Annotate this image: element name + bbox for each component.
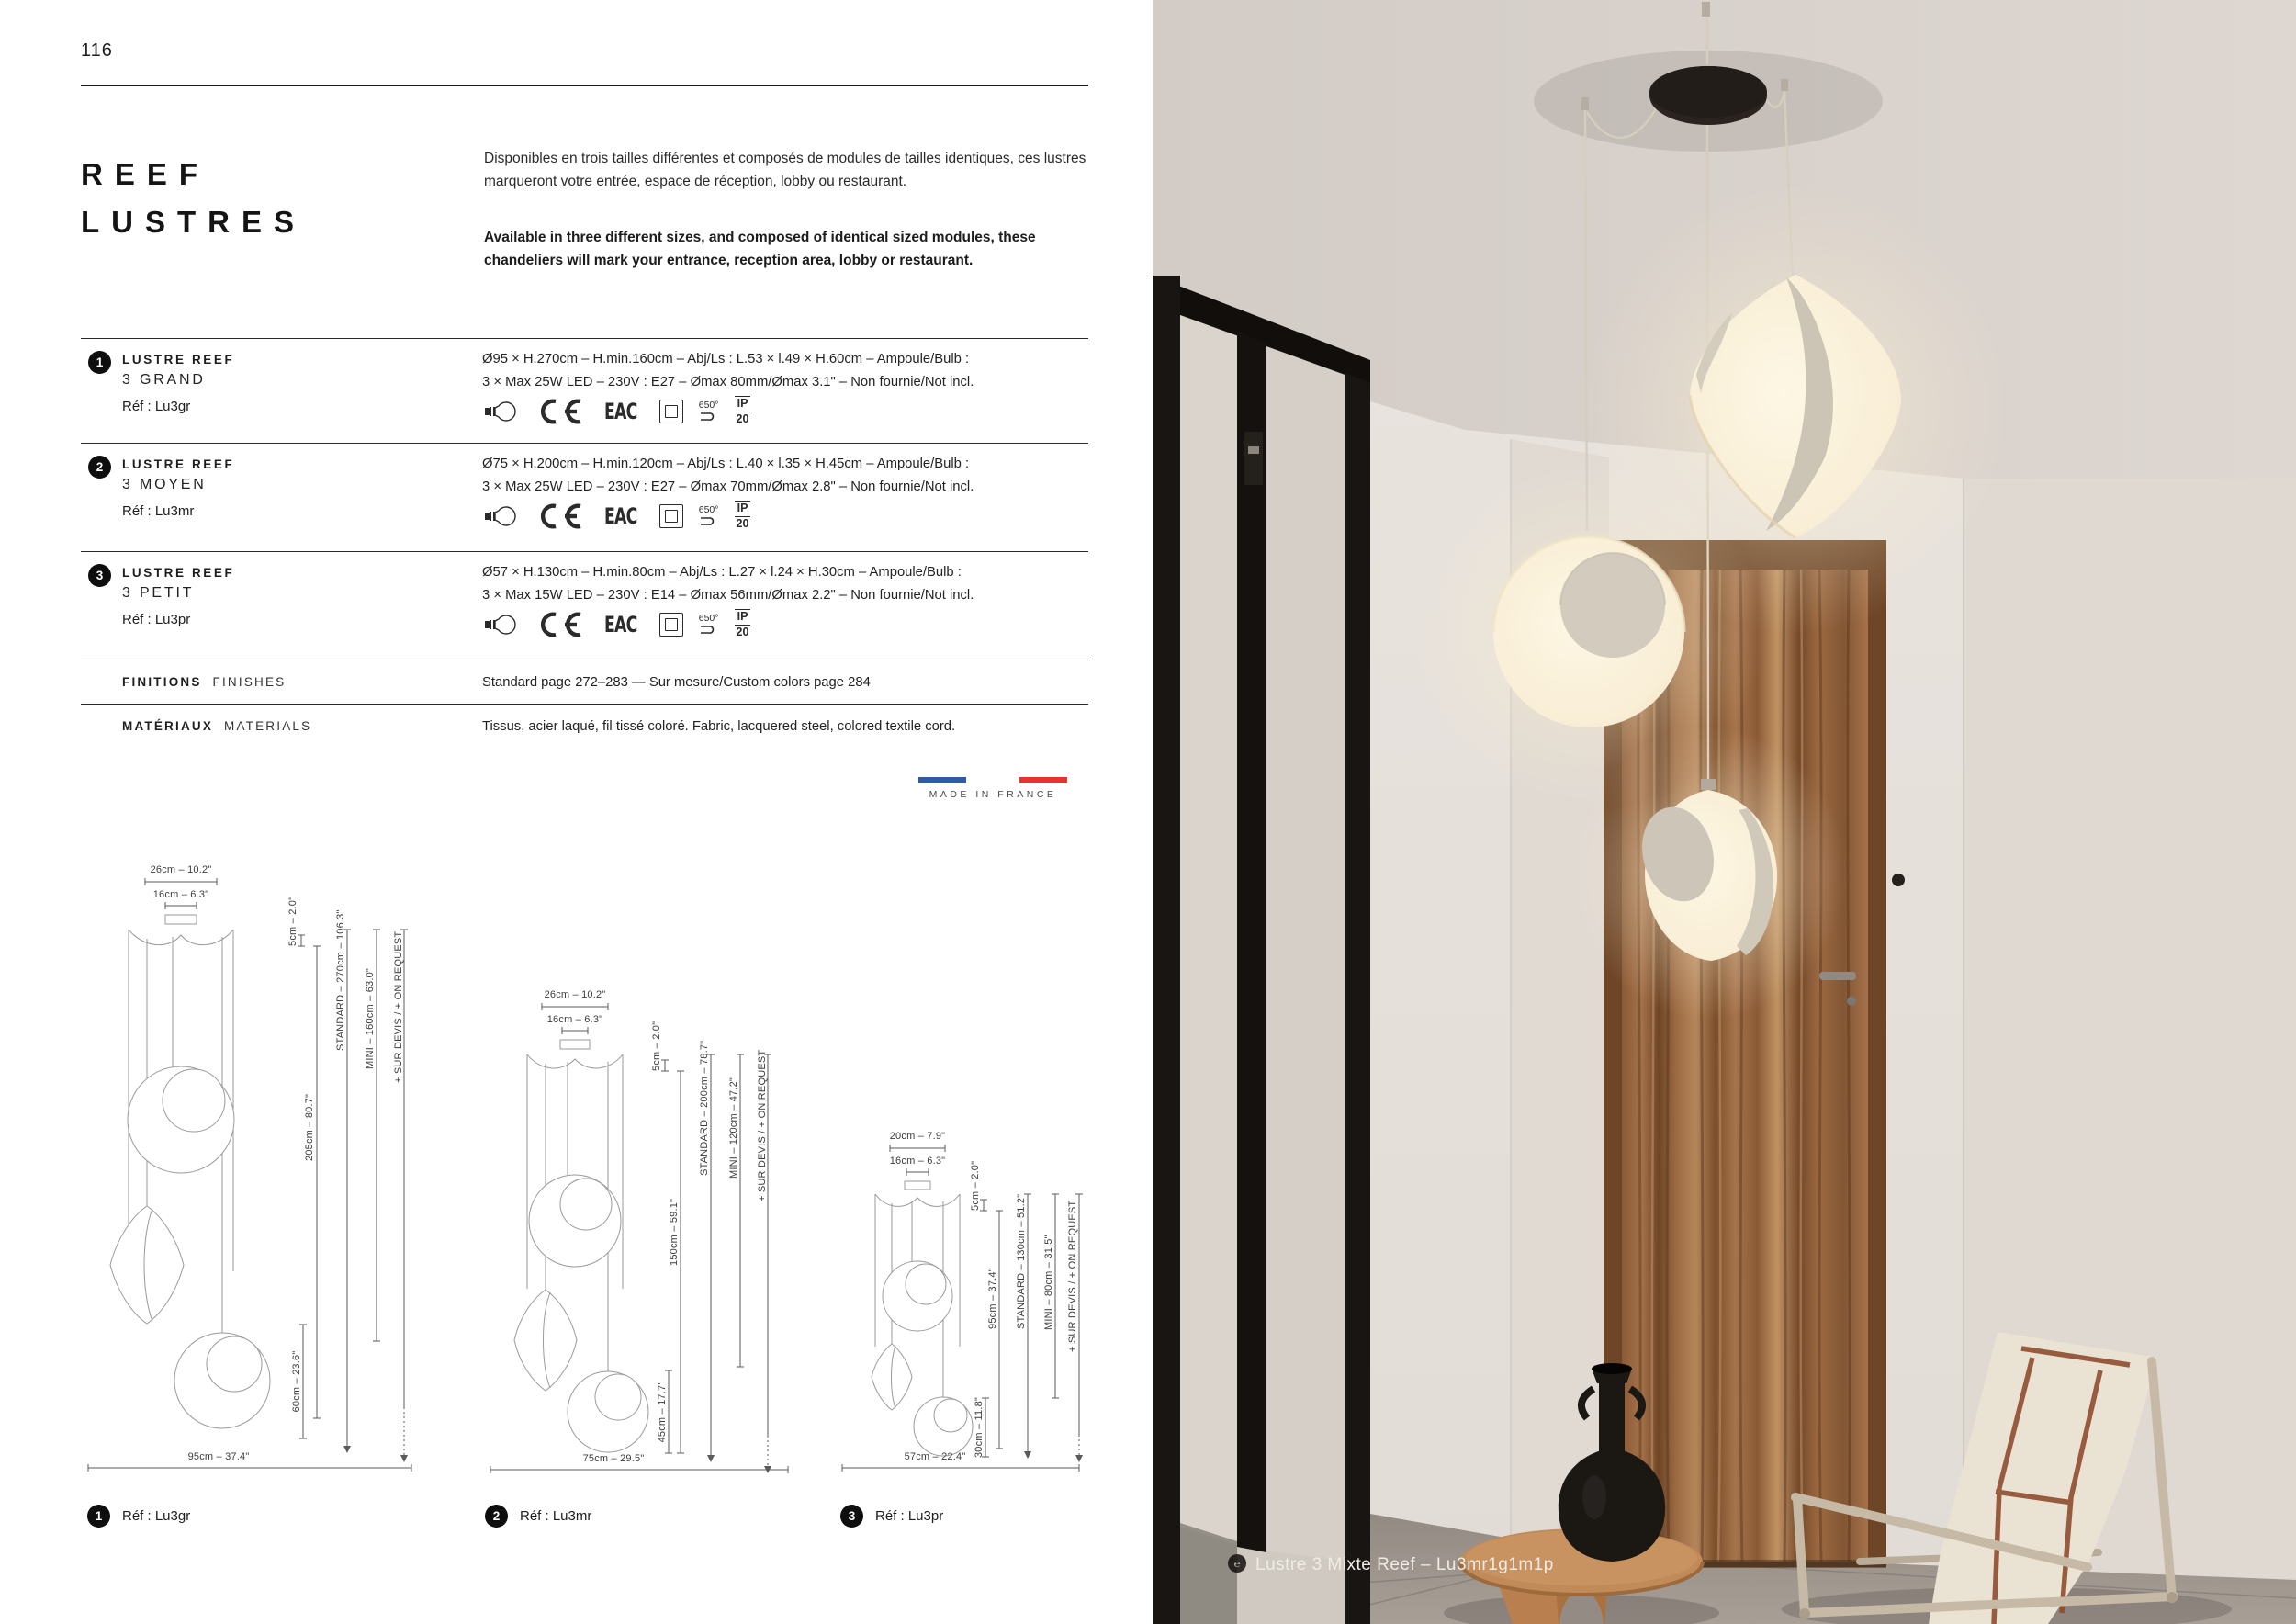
spec-line-2: 3 × Max 25W LED – 230V : E27 – Ømax 80mm/Ømax 3.1" – Non fournie/Not incl. — [482, 375, 974, 389]
ip-label: IP — [735, 501, 751, 517]
product-name: LUSTRE REEF — [122, 566, 235, 580]
finishes-label — [122, 675, 286, 689]
ref-number-badge: 2 — [485, 1505, 508, 1528]
product-row-moyen — [81, 443, 1088, 552]
svg-text:+ SUR DEVIS / + ON REQUEST: + SUR DEVIS / + ON REQUEST — [1067, 1200, 1078, 1352]
spec-line-2: 3 × Max 15W LED – 230V : E14 – Ømax 56mm/Ømax 2.2" – Non fournie/Not incl. — [482, 588, 974, 603]
dim-standard: STANDARD – 270cm – 106.3" — [335, 909, 346, 1051]
ip-rating: 20 — [736, 626, 749, 638]
product-size: 3 PETIT — [122, 585, 195, 601]
header-rule — [81, 85, 1088, 86]
materials-label — [122, 719, 311, 733]
flag-blue-bar — [918, 777, 966, 783]
ce-mark-icon — [535, 399, 582, 424]
ceiling-hook — [1702, 2, 1710, 17]
svg-text:75cm – 29.5": 75cm – 29.5" — [582, 1453, 645, 1464]
ceiling-hook — [1581, 97, 1589, 110]
diagram-ref-lu3gr — [87, 1505, 190, 1528]
product-row-grand — [81, 338, 1088, 444]
door-keyhole — [1847, 997, 1856, 1006]
svg-text:95cm – 37.4": 95cm – 37.4" — [987, 1268, 998, 1329]
product-ref: Réf : Lu3pr — [122, 612, 191, 627]
svg-text:57cm – 22.4": 57cm – 22.4" — [904, 1451, 966, 1462]
glow-wire-650-icon — [699, 505, 719, 528]
ce-mark-icon — [535, 612, 582, 637]
product-specs — [482, 453, 974, 499]
bulb-icon — [482, 504, 519, 528]
eac-mark-icon: EAC — [603, 503, 637, 529]
materials-label-en: MATERIALS — [224, 719, 312, 733]
diagram-ref-lu3mr — [485, 1505, 591, 1528]
spec-line-1: Ø57 × H.130cm – H.min.80cm – Abj/Ls : L.27 × l.24 × H.30cm – Ampoule/Bulb : — [482, 565, 962, 580]
made-in-france-label: MADE IN FRANCE — [929, 789, 1057, 800]
dim-module-height: 60cm – 23.6" — [291, 1350, 302, 1413]
ref-number-badge: 3 — [840, 1505, 863, 1528]
ip-rating: 20 — [736, 517, 749, 530]
ip20-icon — [735, 396, 751, 426]
product-name: LUSTRE REEF — [122, 457, 235, 471]
certification-icons — [482, 501, 750, 532]
eac-mark-icon: EAC — [603, 612, 637, 637]
svg-text:MINI – 80cm – 31.5": MINI – 80cm – 31.5" — [1043, 1235, 1054, 1330]
door-hinge — [1244, 432, 1263, 485]
glow-wire-650-icon — [699, 400, 719, 423]
ref-label: Réf : Lu3gr — [122, 1508, 191, 1524]
caption-text: Lustre 3 Mixte Reef – Lu3mr1g1m1p — [1255, 1555, 1554, 1574]
ref-label: Réf : Lu3pr — [875, 1508, 944, 1524]
finishes-label-fr: FINITIONS — [122, 675, 202, 689]
page-number: 116 — [81, 40, 113, 61]
ce-mark-icon — [535, 503, 582, 529]
diagram-lu3pr — [838, 1122, 1100, 1490]
bulb-icon — [482, 613, 519, 637]
certification-icons — [482, 609, 750, 640]
svg-text:16cm – 6.3": 16cm – 6.3" — [889, 1156, 946, 1167]
svg-text:5cm – 2.0": 5cm – 2.0" — [651, 1021, 662, 1071]
product-ref: Réf : Lu3gr — [122, 399, 191, 414]
title-line-2: LUSTRES — [81, 205, 307, 239]
svg-text:150cm – 59.1": 150cm – 59.1" — [669, 1198, 680, 1266]
svg-text:STANDARD – 130cm – 51.2": STANDARD – 130cm – 51.2" — [1016, 1193, 1027, 1329]
ip-label: IP — [735, 609, 751, 626]
class-ii-icon — [659, 400, 683, 423]
ip-rating: 20 — [736, 412, 749, 425]
certification-icons — [482, 396, 750, 427]
wall-peephole-dot — [1892, 874, 1905, 886]
made-in-france-badge — [918, 777, 1067, 800]
diagram-lu3mr — [485, 981, 802, 1488]
diagram-ref-lu3pr — [840, 1505, 943, 1528]
spec-line-2: 3 × Max 25W LED – 230V : E27 – Ømax 70mm/Ømax 2.8" – Non fournie/Not incl. — [482, 479, 974, 494]
glow-wire-650-icon — [699, 614, 719, 637]
glow-wire-label: 650° — [698, 612, 719, 624]
product-specs — [482, 561, 974, 607]
product-name: LUSTRE REEF — [122, 353, 235, 367]
description-french: Disponibles en trois tailles différentes et composés de modules de tailles identiques, ces lustres marqueront votre entrée, espace de réception, lobby ou restaurant. — [484, 151, 1086, 190]
finishes-row — [81, 660, 1088, 705]
bulb-icon — [482, 400, 519, 423]
ip-label: IP — [735, 396, 751, 412]
product-size: 3 GRAND — [122, 372, 206, 388]
description-english: Available in three different sizes, and composed of identical sized modules, these chandeliers will mark your entrance, reception area, lobby or restaurant. — [484, 230, 1036, 269]
dim-total-width: 95cm – 37.4" — [187, 1451, 250, 1462]
class-ii-icon — [659, 504, 683, 528]
caption-badge: ℮ — [1233, 1559, 1241, 1570]
glass-partition — [1153, 276, 1370, 1624]
ambiance-photo — [1153, 0, 2296, 1624]
svg-text:45cm – 17.7": 45cm – 17.7" — [657, 1381, 668, 1443]
ip20-icon — [735, 609, 751, 639]
materials-value: Tissus, acier laqué, fil tissé coloré. Fabric, lacquered steel, colored textile cord. — [482, 719, 956, 734]
svg-text:26cm – 10.2": 26cm – 10.2" — [544, 989, 606, 1000]
pendant-disc-module — [1493, 536, 1684, 727]
product-row-petit — [81, 551, 1088, 660]
class-ii-icon — [659, 613, 683, 637]
product-ref: Réf : Lu3mr — [122, 503, 195, 519]
product-size: 3 MOYEN — [122, 477, 207, 492]
dim-canopy-width: 16cm – 6.3" — [152, 889, 209, 900]
glow-wire-label: 650° — [698, 399, 719, 411]
materials-label-fr: MATÉRIAUX — [122, 719, 214, 733]
ceiling-canopy — [1649, 66, 1767, 125]
dim-body-height: 205cm – 80.7" — [304, 1093, 315, 1161]
dim-top-width: 26cm – 10.2" — [150, 864, 212, 875]
svg-text:20cm – 7.9": 20cm – 7.9" — [889, 1131, 946, 1142]
ref-number-badge: 1 — [87, 1505, 110, 1528]
france-flag-bars — [918, 777, 1067, 783]
glow-wire-label: 650° — [698, 503, 719, 515]
product-specs — [482, 348, 974, 394]
finishes-label-en: FINISHES — [212, 675, 287, 689]
title-line-1: REEF — [81, 157, 210, 191]
page-title — [81, 151, 306, 246]
dim-on-request: + SUR DEVIS / + ON REQUEST — [393, 930, 404, 1083]
row-number-badge: 2 — [88, 456, 111, 479]
dim-ceiling-drop: 5cm – 2.0" — [287, 896, 298, 946]
dim-mini: MINI – 160cm – 63.0" — [365, 967, 376, 1069]
svg-text:5cm – 2.0": 5cm – 2.0" — [970, 1160, 981, 1211]
door-handle — [1819, 972, 1856, 980]
photo-caption — [1228, 1554, 1554, 1574]
spec-line-1: Ø95 × H.270cm – H.min.160cm – Abj/Ls : L.53 × l.49 × H.60cm – Ampoule/Bulb : — [482, 352, 970, 367]
row-number-badge: 1 — [88, 351, 111, 374]
ref-label: Réf : Lu3mr — [520, 1508, 592, 1524]
flag-red-bar — [1019, 777, 1067, 783]
ip20-icon — [735, 501, 751, 531]
finishes-value: Standard page 272–283 — Sur mesure/Custom colors page 284 — [482, 675, 871, 690]
eac-mark-icon: EAC — [603, 399, 637, 424]
spec-line-1: Ø75 × H.200cm – H.min.120cm – Abj/Ls : L.40 × l.35 × H.45cm – Ampoule/Bulb : — [482, 457, 970, 471]
svg-text:MINI – 120cm – 47.2": MINI – 120cm – 47.2" — [728, 1077, 739, 1179]
svg-text:+ SUR DEVIS / + ON REQUEST: + SUR DEVIS / + ON REQUEST — [757, 1049, 768, 1201]
materials-row — [81, 704, 1088, 771]
row-number-badge: 3 — [88, 564, 111, 587]
svg-text:STANDARD – 200cm – 78.7": STANDARD – 200cm – 78.7" — [699, 1040, 710, 1176]
diagram-lu3gr — [81, 856, 422, 1490]
svg-text:30cm – 11.8": 30cm – 11.8" — [974, 1396, 985, 1459]
ceiling-hook — [1781, 79, 1788, 91]
svg-text:16cm – 6.3": 16cm – 6.3" — [546, 1014, 603, 1025]
